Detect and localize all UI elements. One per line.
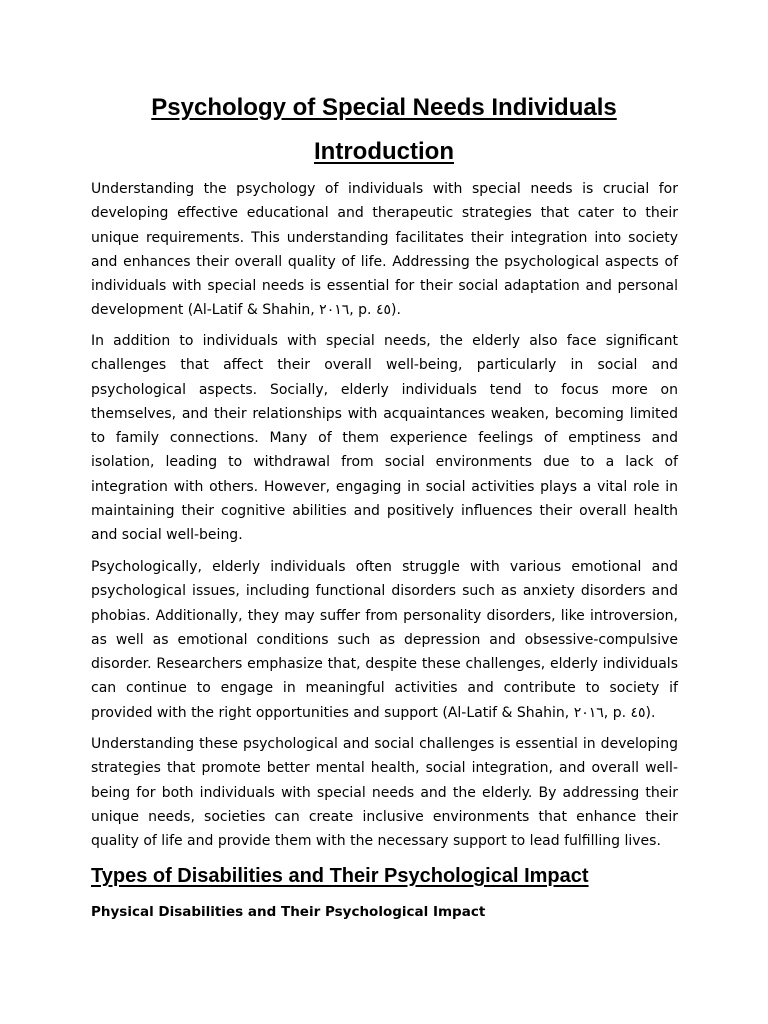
section-heading-types-of-disabilities: Types of Disabilities and Their Psychological Impact — [91, 865, 589, 887]
paragraph-elderly-social: In addition to individuals with special needs, the elderly also face significant challenges that affect their overall well-being, particularly in social and psychological aspects. Socially, elderly individuals tend to focus more on themselves, and their relationships with acquaintances weaken, becoming limited to family connections. Many of them experience feelings of emptiness and isolation, leading to withdrawal from social environments due to a lack of integration with others. However, engaging in social activities plays a vital role in maintaining their cognitive abilities and positively influences their overall health and social well-being. — [91, 333, 678, 544]
introduction-heading: Introduction — [314, 138, 454, 165]
paragraph-elderly-psychological: Psychologically, elderly individuals often struggle with various emotional and psychological issues, including functional disorders such as anxiety disorders and phobias. Additionally, they may suffer from personality disorders, like introversion, as well as emotional conditions such as depression and obsessive-compulsive disorder. Researchers emphasize that, despite these challenges, elderly individuals can continue to engage in meaningful activities and contribute to society if provided with the right opportunities and support (Al-Latif & Shahin, ٢٠١٦, p. ٤٥). — [91, 559, 678, 721]
paragraph-special-needs-intro: Understanding the psychology of individuals with special needs is crucial for developing effective educational and therapeutic strategies that cater to their unique requirements. This understanding facilitates their integration into society and enhances their overall quality of life. Addressing the psychological aspects of individuals with special needs is essential for their social adaptation and personal development (Al-Latif & Shahin, ٢٠١٦, p. ٤٥). — [91, 181, 678, 319]
paragraph-conclusion: Understanding these psychological and social challenges is essential in developing strategies that promote better mental health, social integration, and overall well-being for both individuals with special needs and the elderly. By addressing their unique needs, societies can create inclusive environments that enhance their quality of life and provide them with the necessary support to lead fulfilling lives. — [91, 736, 678, 850]
document-title: Psychology of Special Needs Individuals — [151, 94, 617, 121]
subheading-physical-disabilities: Physical Disabilities and Their Psychological Impact — [91, 904, 486, 920]
